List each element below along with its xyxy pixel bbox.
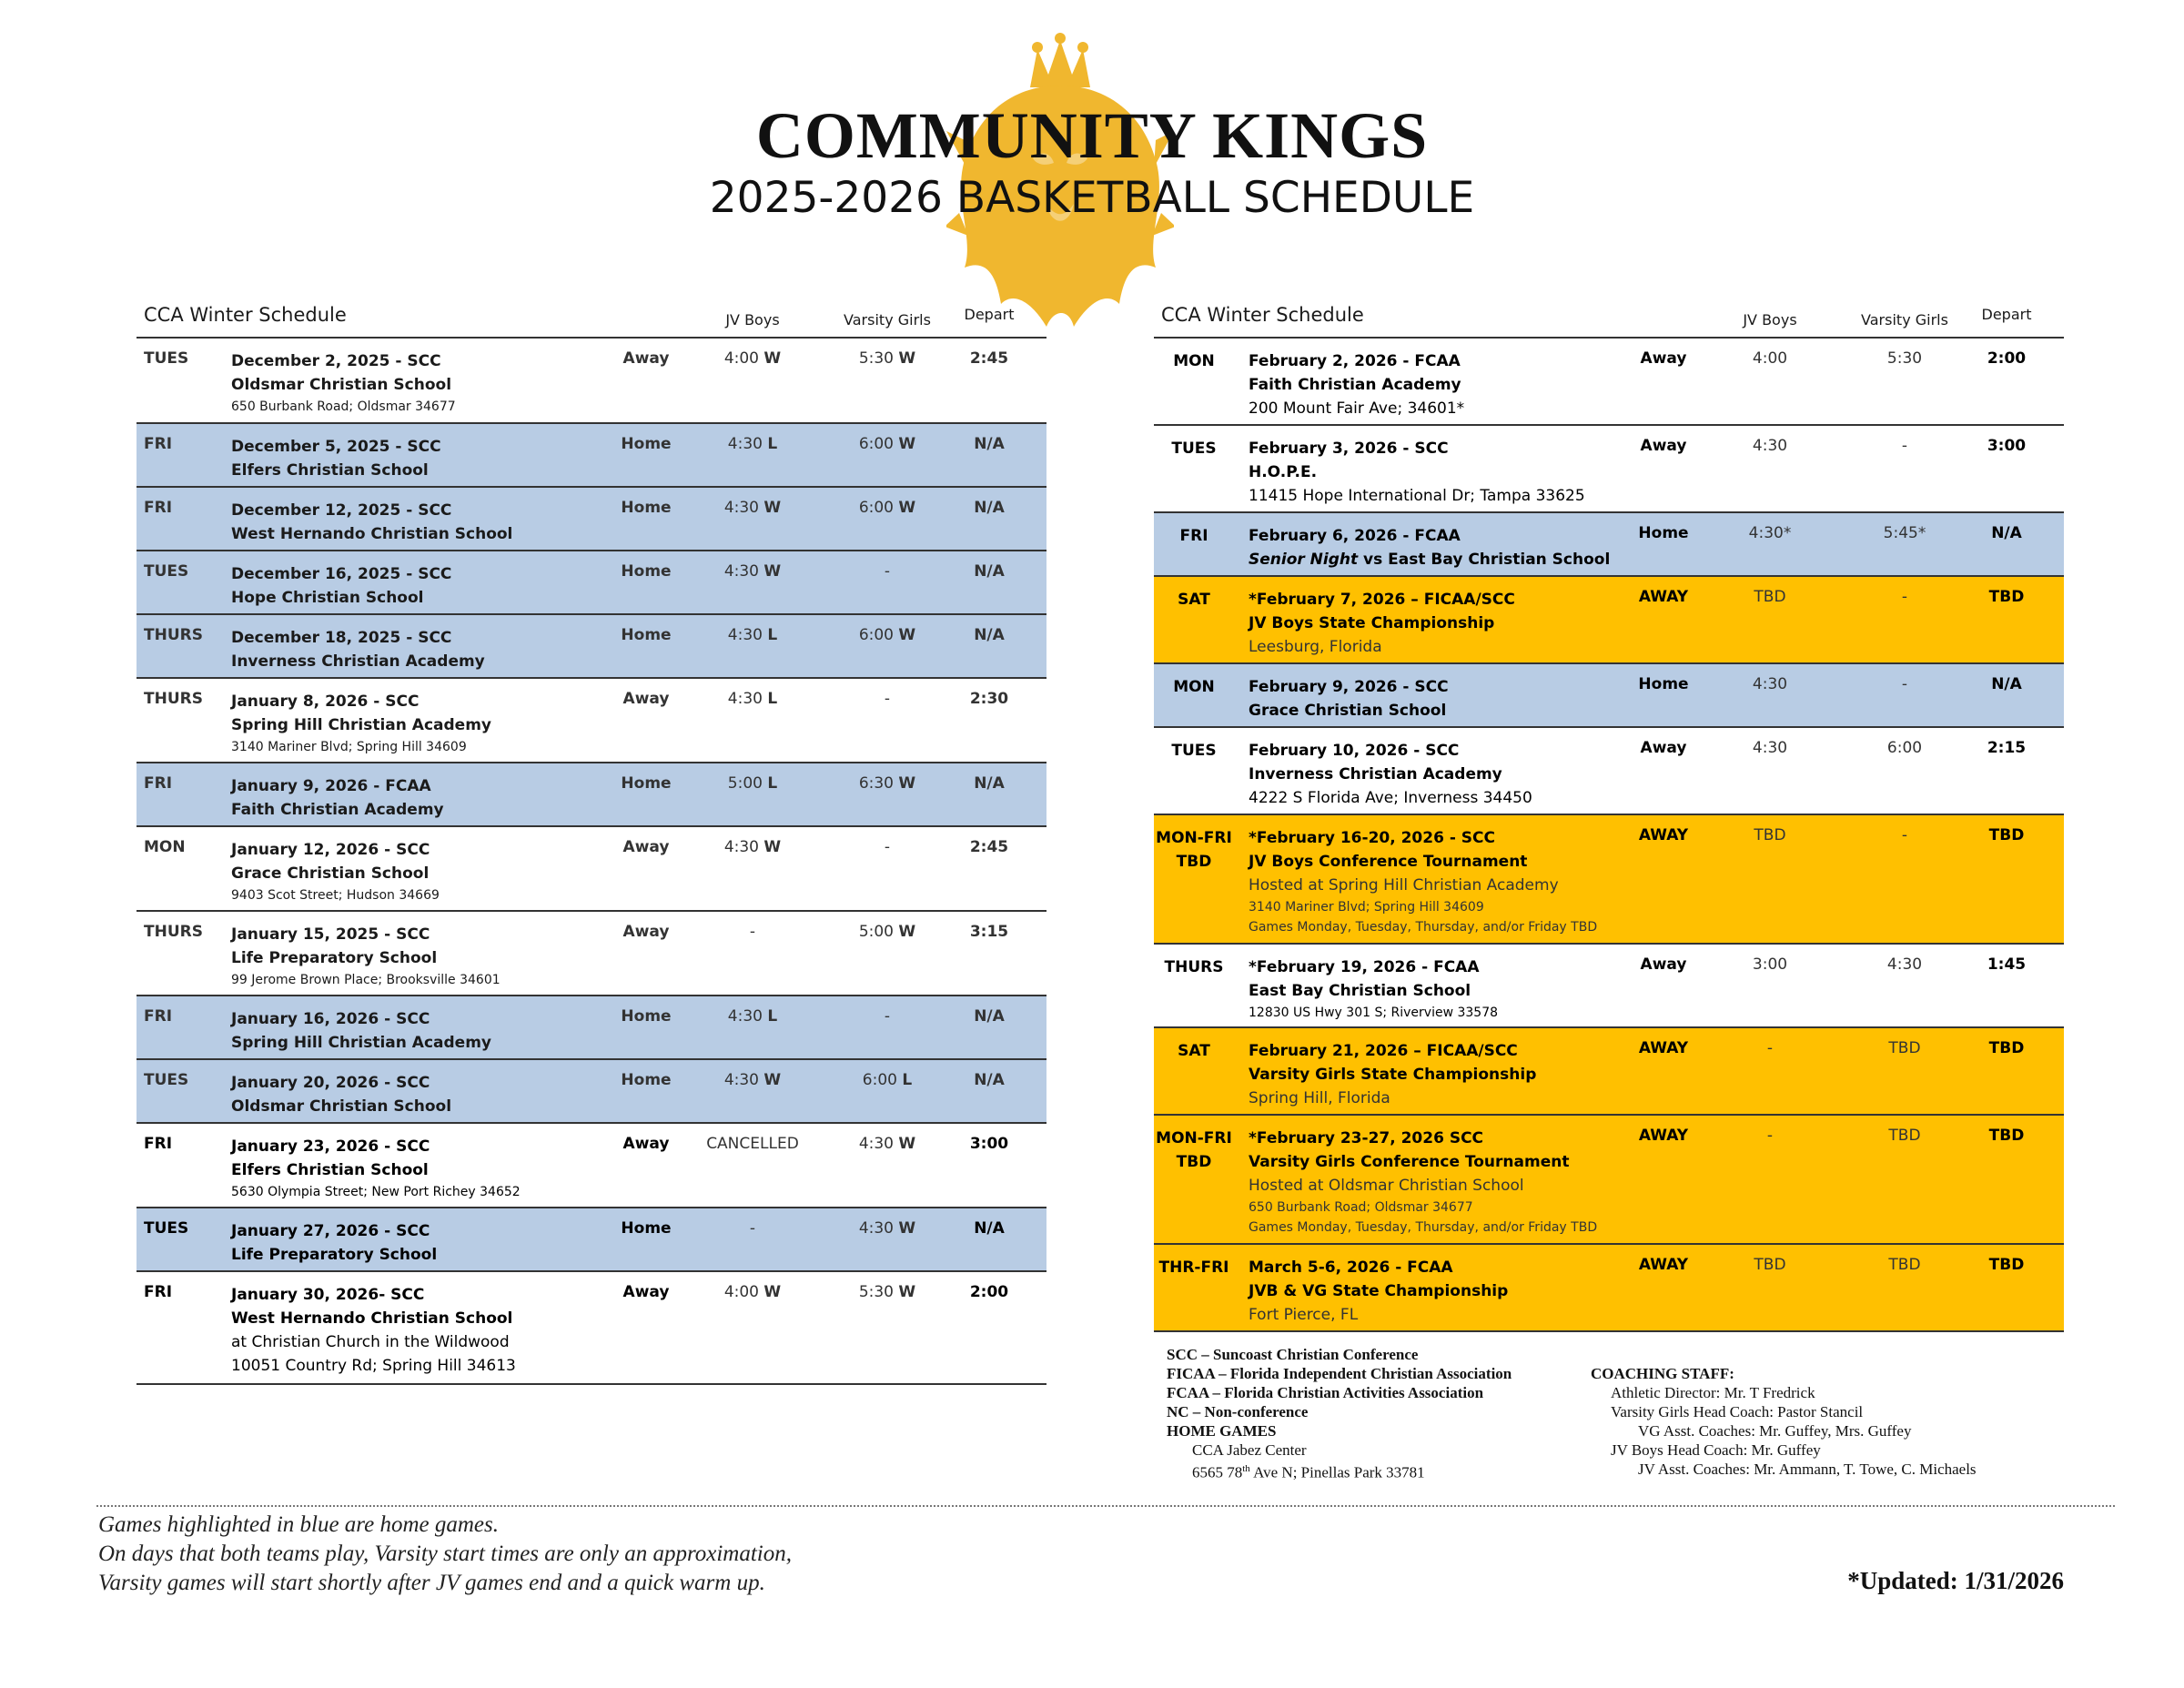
- row-vg-time: 5:45*: [1883, 524, 1926, 542]
- row-depart: N/A: [974, 499, 1005, 517]
- table-row: [136, 424, 1046, 488]
- row-opponent: Faith Christian Academy: [1249, 376, 1461, 394]
- row-jv-result: W: [763, 562, 782, 581]
- row-jv-time: 4:30: [1752, 437, 1788, 455]
- row-day: TUES: [144, 562, 189, 581]
- row-vg-result: W: [898, 349, 916, 368]
- row-vg-time: TBD: [1888, 1039, 1921, 1057]
- row-jv-time: 4:30: [727, 626, 763, 644]
- row-location: Away: [1640, 955, 1687, 974]
- row-depart: N/A: [974, 1007, 1005, 1026]
- row-date: March 5-6, 2026 - FCAA: [1249, 1258, 1453, 1277]
- row-depart: TBD: [1988, 1127, 2025, 1145]
- row-vg-result: W: [898, 1135, 916, 1153]
- row-opponent: Inverness Christian Academy: [231, 652, 485, 671]
- table-row: [136, 827, 1046, 912]
- row-jv-result: L: [767, 1007, 778, 1026]
- row-opponent: H.O.P.E.: [1249, 463, 1318, 481]
- table-row: [1154, 1245, 2064, 1332]
- row-opponent: Faith Christian Academy: [231, 801, 444, 819]
- row-opponent: Grace Christian School: [231, 864, 430, 883]
- row-vg-time: 6:00: [1886, 739, 1923, 757]
- row-depart: 2:30: [969, 690, 1009, 708]
- row-location: Home: [621, 774, 672, 793]
- row-location: Home: [621, 435, 672, 453]
- row-depart: 2:45: [969, 838, 1009, 856]
- row-date: January 30, 2026- SCC: [231, 1286, 425, 1304]
- table-row: [1154, 1116, 2064, 1245]
- row-day: TUES: [144, 1219, 189, 1238]
- row-jv-time: 4:30: [727, 435, 763, 453]
- row-opponent: Spring Hill Christian Academy: [231, 1034, 491, 1052]
- row-vg-time: -: [1901, 675, 1908, 693]
- row-day: THURS: [1164, 958, 1224, 976]
- legend-home-address-suffix: th: [1242, 1463, 1250, 1474]
- row-depart: 1:45: [1987, 955, 2027, 974]
- row-vg-time: -: [884, 690, 891, 708]
- row-date: December 16, 2025 - SCC: [231, 565, 452, 583]
- row-date: January 8, 2026 - SCC: [231, 692, 420, 711]
- row-vg-time: TBD: [1888, 1127, 1921, 1145]
- row-address: Spring Hill, Florida: [1249, 1089, 1390, 1107]
- row-depart: TBD: [1988, 826, 2025, 844]
- table-row: [1154, 426, 2064, 513]
- row-location: AWAY: [1638, 1039, 1689, 1057]
- row-date: February 9, 2026 - SCC: [1249, 678, 1449, 696]
- row-jv-time: TBD: [1754, 588, 1786, 606]
- row-day: FRI: [144, 1283, 173, 1301]
- row-date: January 16, 2026 - SCC: [231, 1010, 430, 1028]
- row-date: *February 7, 2026 – FICAA/SCC: [1249, 591, 1515, 609]
- row-vg-result: W: [898, 499, 916, 517]
- row-date: February 6, 2026 - FCAA: [1249, 527, 1461, 545]
- schedule-title: CCA Winter Schedule: [1161, 304, 1364, 326]
- row-vg-time: -: [1901, 588, 1908, 606]
- row-location: Home: [621, 626, 672, 644]
- row-vg-time: 4:30: [858, 1135, 894, 1153]
- row-date: February 3, 2026 - SCC: [1249, 440, 1449, 458]
- row-vg-time: 4:30: [1886, 955, 1923, 974]
- table-row: [136, 488, 1046, 551]
- row-day: FRI: [1179, 527, 1208, 545]
- legend-home-venue: CCA Jabez Center: [1192, 1441, 1307, 1459]
- row-address: 3140 Mariner Blvd; Spring Hill 34609: [1249, 900, 1484, 915]
- coaching-staff: [1591, 1364, 1977, 1479]
- athletic-director: Athletic Director: Mr. T Fredrick: [1611, 1384, 1815, 1401]
- table-row: [136, 339, 1046, 424]
- row-day: TUES: [1171, 440, 1217, 458]
- table-row: [136, 679, 1046, 763]
- legend-fcaa: FCAA – Florida Christian Activities Association: [1167, 1384, 1484, 1401]
- row-location: AWAY: [1638, 588, 1689, 606]
- row-day: THURS: [144, 626, 203, 644]
- row-day: TUES: [144, 349, 189, 368]
- row-date: February 10, 2026 - SCC: [1249, 742, 1460, 760]
- left-schedule-table: [136, 300, 1046, 1385]
- footnote-line: Varsity games will start shortly after JV games end and a quick warm up.: [98, 1571, 765, 1595]
- col-varsity-girls: Varsity Girls: [844, 311, 931, 329]
- row-depart: 3:15: [969, 923, 1009, 941]
- row-venue: Hosted at Oldsmar Christian School: [1249, 1177, 1524, 1195]
- row-day: FRI: [144, 1007, 173, 1026]
- row-jv-result: W: [763, 1283, 782, 1301]
- row-opponent: Life Preparatory School: [231, 1246, 438, 1264]
- row-day: MON-FRI: [1156, 1129, 1232, 1147]
- row-opponent: East Bay Christian School: [1249, 982, 1471, 1000]
- table-row: [136, 1272, 1046, 1385]
- row-vg-result: L: [902, 1071, 913, 1089]
- row-date: January 20, 2026 - SCC: [231, 1074, 430, 1092]
- row-jv-time: -: [1766, 1127, 1774, 1145]
- row-jv-time: 4:00: [723, 1283, 759, 1301]
- row-depart: TBD: [1988, 1256, 2025, 1274]
- row-date: February 21, 2026 – FICAA/SCC: [1249, 1042, 1518, 1060]
- row-opponent: Spring Hill Christian Academy: [231, 716, 491, 734]
- col-depart: Depart: [1981, 306, 2032, 323]
- row-opponent: Elfers Christian School: [231, 461, 429, 480]
- row-depart: N/A: [974, 1219, 1005, 1238]
- row-vg-time: 5:30: [858, 1283, 894, 1301]
- row-note: Games Monday, Tuesday, Thursday, and/or Friday TBD: [1249, 1220, 1598, 1235]
- row-location: Away: [622, 923, 670, 941]
- row-depart: N/A: [974, 562, 1005, 581]
- row-depart: N/A: [1991, 675, 2022, 693]
- vg-assistant-coaches: VG Asst. Coaches: Mr. Guffey, Mrs. Guffey: [1638, 1422, 1912, 1440]
- footnote: [98, 1511, 792, 1598]
- row-depart: 2:15: [1987, 739, 2027, 757]
- row-vg-result: W: [898, 435, 916, 453]
- row-jv-time: 4:30: [1752, 739, 1788, 757]
- row-opponent: Grace Christian School: [1249, 702, 1447, 720]
- row-date: December 12, 2025 - SCC: [231, 501, 452, 520]
- row-date: December 2, 2025 - SCC: [231, 352, 441, 370]
- col-jv-boys: JV Boys: [725, 311, 780, 329]
- vg-head-coach: Varsity Girls Head Coach: Pastor Stancil: [1611, 1403, 1864, 1420]
- table-row: [1154, 339, 2064, 426]
- row-location: Away: [1640, 437, 1687, 455]
- jv-head-coach: JV Boys Head Coach: Mr. Guffey: [1611, 1441, 1821, 1459]
- row-date: January 9, 2026 - FCAA: [231, 777, 431, 795]
- table-row: [136, 763, 1046, 827]
- row-vg-time: 6:30: [858, 774, 894, 793]
- row-day: TUES: [144, 1071, 189, 1089]
- row-jv-time: 4:30: [723, 499, 759, 517]
- table-header: [136, 300, 1046, 339]
- row-date: December 5, 2025 - SCC: [231, 438, 441, 456]
- row-jv-time: 4:30: [723, 838, 759, 856]
- row-location: Away: [1640, 349, 1687, 368]
- row-day: SAT: [1178, 591, 1210, 609]
- right-schedule-table: [1154, 300, 2064, 1332]
- legend-home-address: [1167, 1460, 1512, 1482]
- footnote-line: On days that both teams play, Varsity start times are only an approximation,: [98, 1541, 792, 1566]
- row-location: Away: [622, 1135, 670, 1153]
- row-opponent: West Hernando Christian School: [231, 525, 513, 543]
- row-jv-time: 5:00: [727, 774, 763, 793]
- table-row: [136, 1060, 1046, 1124]
- legend-home-address-street: Ave N; Pinellas Park 33781: [1249, 1463, 1425, 1481]
- updated-date: *Updated: 1/31/2026: [1847, 1567, 2064, 1594]
- row-day: MON: [1173, 352, 1215, 370]
- row-depart: TBD: [1988, 1039, 2025, 1057]
- row-depart: TBD: [1988, 588, 2025, 606]
- row-depart: N/A: [974, 435, 1005, 453]
- row-date: January 27, 2026 - SCC: [231, 1222, 430, 1240]
- row-day: THR-FRI: [1158, 1258, 1229, 1277]
- row-opponent: vs East Bay Christian School: [1358, 551, 1611, 569]
- row-location: AWAY: [1638, 1127, 1689, 1145]
- row-location: Home: [621, 1071, 672, 1089]
- row-date: *February 23-27, 2026 SCC: [1249, 1129, 1484, 1147]
- table-row: [136, 912, 1046, 996]
- row-opponent: JV Boys Conference Tournament: [1249, 853, 1528, 871]
- row-vg-time: -: [884, 1007, 891, 1026]
- row-vg-time: 4:30: [858, 1219, 894, 1238]
- row-opponent: Varsity Girls State Championship: [1249, 1066, 1537, 1084]
- row-jv-result: W: [763, 838, 782, 856]
- row-depart: 2:45: [969, 349, 1009, 368]
- row-opponent: JV Boys State Championship: [1249, 614, 1495, 632]
- page-title: COMMUNITY KINGS: [755, 99, 1429, 172]
- row-day: SAT: [1178, 1042, 1210, 1060]
- row-jv-time: 4:00: [1752, 349, 1788, 368]
- row-jv-time: CANCELLED: [706, 1135, 799, 1153]
- row-depart: N/A: [1991, 524, 2022, 542]
- row-opponent: Inverness Christian Academy: [1249, 765, 1502, 783]
- abbreviation-legend: [1167, 1345, 1512, 1482]
- table-header: [1154, 300, 2064, 339]
- row-vg-time: 6:00: [862, 1071, 897, 1089]
- row-day: THURS: [144, 923, 203, 941]
- row-location: Away: [622, 1283, 670, 1301]
- row-vg-result: W: [898, 1283, 916, 1301]
- row-jv-result: W: [763, 499, 782, 517]
- row-day: FRI: [144, 774, 173, 793]
- footnote-line: Games highlighted in blue are home games.: [98, 1512, 499, 1537]
- legend-nc: NC – Non-conference: [1167, 1403, 1309, 1420]
- row-jv-time: TBD: [1754, 826, 1786, 844]
- row-jv-result: L: [767, 690, 778, 708]
- row-location: Home: [1638, 675, 1689, 693]
- table-row: [1154, 577, 2064, 664]
- table-row: [1154, 1028, 2064, 1116]
- row-day: FRI: [144, 499, 173, 517]
- row-vg-result: W: [898, 626, 916, 644]
- row-location: Away: [622, 838, 670, 856]
- legend-home-address-number: 6565 78: [1192, 1463, 1243, 1481]
- row-location: Home: [621, 1007, 672, 1026]
- row-day: MON: [1173, 678, 1215, 696]
- row-jv-time: 4:30: [1752, 675, 1788, 693]
- row-vg-time: -: [884, 838, 891, 856]
- col-depart: Depart: [964, 306, 1015, 323]
- row-date: January 12, 2026 - SCC: [231, 841, 430, 859]
- row-location: Away: [1640, 739, 1687, 757]
- row-venue: at Christian Church in the Wildwood: [231, 1333, 510, 1351]
- row-date: February 2, 2026 - FCAA: [1249, 352, 1461, 370]
- row-date: *February 19, 2026 - FCAA: [1249, 958, 1480, 976]
- row-jv-result: L: [767, 626, 778, 644]
- row-jv-time: 3:00: [1752, 955, 1788, 974]
- row-jv-time: -: [1766, 1039, 1774, 1057]
- row-location: Home: [621, 562, 672, 581]
- row-vg-time: 5:00: [858, 923, 894, 941]
- row-date: January 23, 2026 - SCC: [231, 1137, 430, 1156]
- row-day-tbd: TBD: [1176, 1153, 1212, 1171]
- row-depart: 2:00: [1987, 349, 2027, 368]
- row-address: 9403 Scot Street; Hudson 34669: [231, 888, 440, 903]
- table-row: [1154, 664, 2064, 728]
- row-vg-result: W: [898, 1219, 916, 1238]
- row-day: MON-FRI: [1156, 829, 1232, 847]
- row-location: Home: [621, 1219, 672, 1238]
- row-day-tbd: TBD: [1176, 853, 1212, 871]
- legend-scc: SCC – Suncoast Christian Conference: [1167, 1346, 1419, 1363]
- row-vg-time: 5:30: [1886, 349, 1923, 368]
- row-jv-time: 4:30: [727, 690, 763, 708]
- row-address: Fort Pierce, FL: [1249, 1306, 1359, 1324]
- row-vg-time: -: [884, 562, 891, 581]
- row-date: *February 16-20, 2026 - SCC: [1249, 829, 1496, 847]
- row-opponent: JVB & VG State Championship: [1249, 1282, 1509, 1300]
- row-opponent-emphasis: Senior Night: [1249, 551, 1359, 569]
- row-day: FRI: [144, 435, 173, 453]
- row-address: 4222 S Florida Ave; Inverness 34450: [1249, 789, 1532, 807]
- row-date: December 18, 2025 - SCC: [231, 629, 452, 647]
- row-depart: 2:00: [969, 1283, 1009, 1301]
- row-jv-time: 4:30: [723, 1071, 759, 1089]
- row-location: Home: [621, 499, 672, 517]
- row-opponent: Life Preparatory School: [231, 949, 438, 967]
- row-jv-time: -: [749, 1219, 756, 1238]
- table-row: [1154, 513, 2064, 577]
- row-jv-result: L: [767, 774, 778, 793]
- table-row: [136, 551, 1046, 615]
- row-location: Away: [622, 349, 670, 368]
- row-opponent: Elfers Christian School: [231, 1161, 429, 1179]
- row-vg-time: 6:00: [858, 626, 894, 644]
- legend-home-games: HOME GAMES: [1167, 1422, 1277, 1440]
- row-jv-result: W: [763, 1071, 782, 1089]
- row-day: FRI: [144, 1135, 173, 1153]
- row-vg-result: W: [898, 774, 916, 793]
- row-opponent: Oldsmar Christian School: [231, 376, 452, 394]
- legend-ficaa: FICAA – Florida Independent Christian Association: [1167, 1365, 1512, 1382]
- row-day: TUES: [1171, 742, 1217, 760]
- row-address: 3140 Mariner Blvd; Spring Hill 34609: [231, 740, 467, 754]
- row-address: 200 Mount Fair Ave; 34601*: [1249, 399, 1465, 418]
- row-jv-time: 4:30: [727, 1007, 763, 1026]
- row-address: 12830 US Hwy 301 S; Riverview 33578: [1249, 1006, 1499, 1020]
- table-row: [136, 615, 1046, 679]
- row-jv-time: -: [749, 923, 756, 941]
- row-location: AWAY: [1638, 1256, 1689, 1274]
- row-day: MON: [144, 838, 186, 856]
- row-vg-time: -: [1901, 826, 1908, 844]
- row-venue: Hosted at Spring Hill Christian Academy: [1249, 876, 1559, 895]
- row-depart: 3:00: [969, 1135, 1009, 1153]
- table-row: [1154, 728, 2064, 815]
- row-address: 650 Burbank Road; Oldsmar 34677: [1249, 1200, 1473, 1215]
- row-depart: 3:00: [1987, 437, 2027, 455]
- row-depart: N/A: [974, 1071, 1005, 1089]
- row-vg-result: W: [898, 923, 916, 941]
- row-address: 99 Jerome Brown Place; Brooksville 34601: [231, 973, 500, 987]
- table-row: [136, 1208, 1046, 1272]
- row-jv-time: 4:30: [723, 562, 759, 581]
- row-address: 10051 Country Rd; Spring Hill 34613: [231, 1357, 516, 1375]
- row-depart: N/A: [974, 626, 1005, 644]
- row-vg-time: 6:00: [858, 435, 894, 453]
- row-vg-time: 5:30: [858, 349, 894, 368]
- row-jv-result: W: [763, 349, 782, 368]
- row-note: Games Monday, Tuesday, Thursday, and/or Friday TBD: [1249, 920, 1598, 935]
- table-row: [136, 996, 1046, 1060]
- row-opponent: Hope Christian School: [231, 589, 424, 607]
- row-jv-time: TBD: [1754, 1256, 1786, 1274]
- row-address: Leesburg, Florida: [1249, 638, 1382, 656]
- row-vg-time: TBD: [1888, 1256, 1921, 1274]
- row-location: AWAY: [1638, 826, 1689, 844]
- col-varsity-girls: Varsity Girls: [1861, 311, 1948, 329]
- row-jv-time: 4:00: [723, 349, 759, 368]
- divider: [96, 1505, 2115, 1507]
- row-vg-time: -: [1901, 437, 1908, 455]
- row-location: Away: [622, 690, 670, 708]
- row-opponent: Varsity Girls Conference Tournament: [1249, 1153, 1570, 1171]
- row-location: Home: [1638, 524, 1689, 542]
- schedule-title: CCA Winter Schedule: [144, 304, 347, 326]
- row-date: January 15, 2025 - SCC: [231, 925, 430, 944]
- row-jv-result: L: [767, 435, 778, 453]
- row-day: THURS: [144, 690, 203, 708]
- table-row: [136, 1124, 1046, 1208]
- col-jv-boys: JV Boys: [1743, 311, 1797, 329]
- row-vg-time: 6:00: [858, 499, 894, 517]
- coaching-title: COACHING STAFF:: [1591, 1365, 1734, 1382]
- table-row: [1154, 945, 2064, 1028]
- page-subtitle: 2025-2026 BASKETBALL SCHEDULE: [709, 173, 1475, 223]
- row-address: 11415 Hope International Dr; Tampa 33625: [1249, 487, 1585, 505]
- row-depart: N/A: [974, 774, 1005, 793]
- row-address: 650 Burbank Road; Oldsmar 34677: [231, 399, 456, 414]
- row-opponent: Oldsmar Christian School: [231, 1097, 452, 1116]
- row-jv-time: 4:30*: [1748, 524, 1792, 542]
- table-row: [1154, 815, 2064, 945]
- row-address: 5630 Olympia Street; New Port Richey 34652: [231, 1185, 521, 1199]
- row-opponent: West Hernando Christian School: [231, 1309, 513, 1328]
- jv-assistant-coaches: JV Asst. Coaches: Mr. Ammann, T. Towe, C. Michaels: [1638, 1461, 1977, 1478]
